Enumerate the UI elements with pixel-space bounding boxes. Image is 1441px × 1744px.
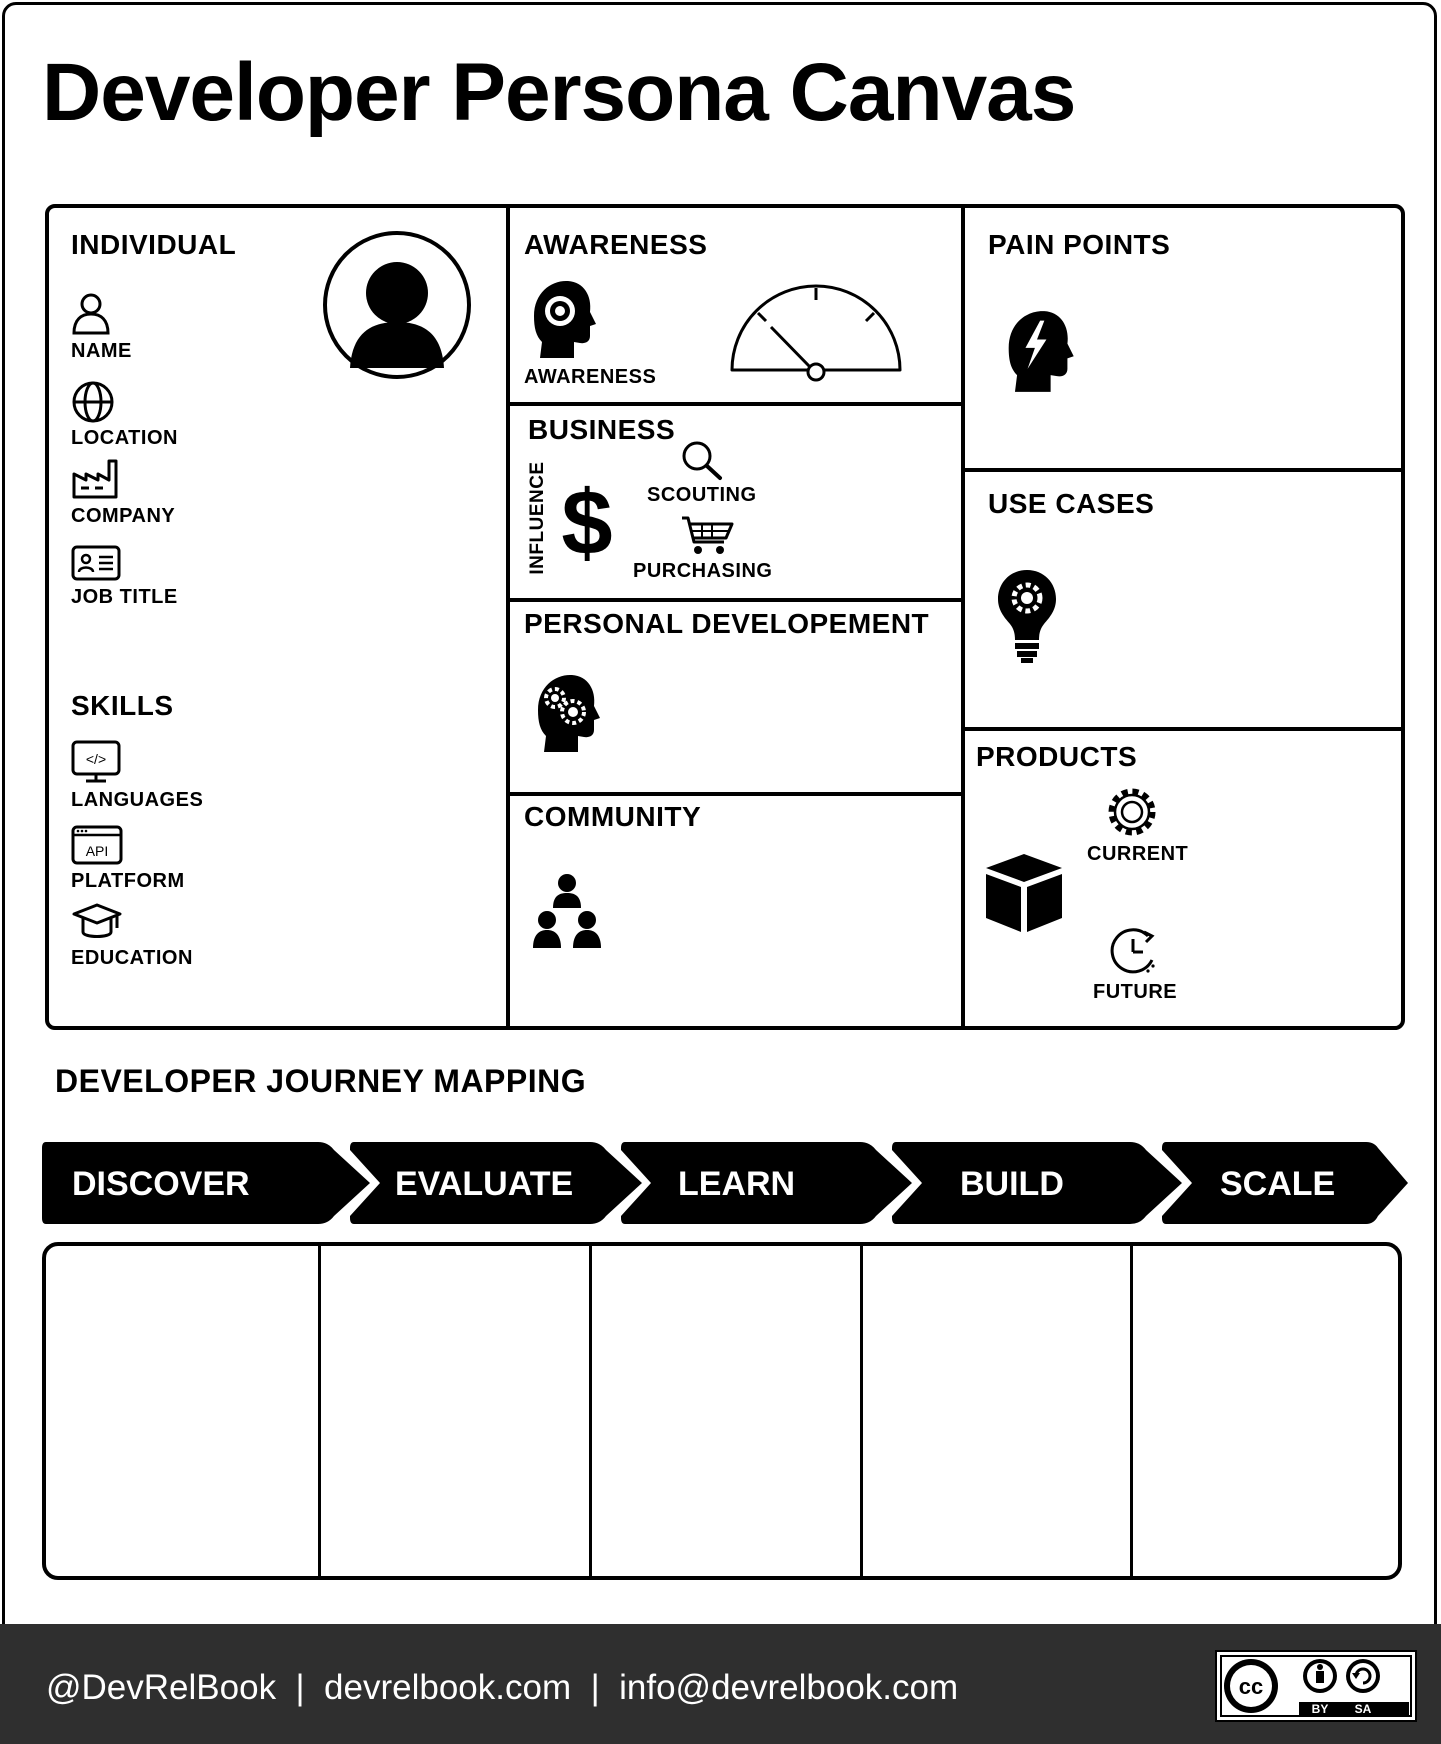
- svg-text:$: $: [561, 478, 613, 562]
- stage-label: SCALE: [1220, 1165, 1336, 1203]
- cart-icon: [680, 514, 736, 556]
- dollar-icon: [558, 478, 616, 562]
- individual-title: INDIVIDUAL: [71, 229, 237, 260]
- grid-divider: [961, 208, 965, 1026]
- stage-label: DISCOVER: [72, 1165, 250, 1203]
- grid-divider: [506, 208, 510, 1026]
- by-text: BY: [1311, 1702, 1329, 1716]
- journey-cell-evaluate[interactable]: [321, 1246, 589, 1576]
- languages-label: LANGUAGES: [71, 789, 204, 811]
- cc-text: cc: [1238, 1674, 1264, 1699]
- journey-grid: [42, 1242, 1402, 1580]
- business-title: BUSINESS: [528, 414, 676, 445]
- stage-evaluate: [350, 1142, 642, 1224]
- svg-text:</>: </>: [85, 751, 107, 767]
- api-window-icon: [71, 825, 123, 865]
- journey-cell-learn[interactable]: [592, 1246, 860, 1576]
- cc-license-graphic: [1217, 1652, 1415, 1720]
- name-label: NAME: [71, 340, 132, 362]
- page-title: Developer Persona Canvas: [42, 47, 1076, 138]
- graduation-cap-icon: [71, 902, 123, 942]
- use-cases-title: USE CASES: [988, 488, 1155, 519]
- stage-scale: [1162, 1142, 1408, 1224]
- grid-divider: [965, 468, 1405, 472]
- stage-learn: [621, 1142, 912, 1224]
- sa-text: SA: [1354, 1702, 1372, 1716]
- influence-label: INFLUENCE: [527, 461, 548, 575]
- cc-license-badge: [1215, 1650, 1417, 1722]
- gauge-icon: [728, 284, 904, 382]
- grid-divider: [965, 727, 1405, 731]
- journey-cell-scale[interactable]: [1133, 1246, 1398, 1576]
- company-label: COMPANY: [71, 505, 176, 527]
- location-label: LOCATION: [71, 427, 178, 449]
- magnifier-icon: [680, 439, 724, 481]
- grid-divider: [510, 402, 961, 406]
- head-gears-icon: [530, 672, 600, 754]
- stage-label: BUILD: [960, 1165, 1064, 1203]
- stage-discover: [42, 1142, 370, 1224]
- pain-points-title: PAIN POINTS: [988, 229, 1171, 260]
- globe-icon: [71, 380, 115, 424]
- code-monitor-icon: [71, 740, 121, 784]
- scouting-label: SCOUTING: [647, 484, 757, 506]
- current-label: CURRENT: [1087, 843, 1189, 865]
- clock-icon: [1108, 926, 1160, 976]
- head-target-icon: [526, 278, 596, 360]
- lightbulb-gear-icon: [996, 568, 1058, 664]
- skills-title: SKILLS: [71, 690, 174, 721]
- journey-stages-bar: [40, 1140, 1410, 1226]
- education-label: EDUCATION: [71, 947, 193, 969]
- personal-development-title: PERSONAL DEVELOPEMENT: [524, 608, 930, 639]
- factory-icon: [71, 458, 119, 500]
- awareness-sublabel: AWARENESS: [524, 366, 657, 388]
- box-icon: [984, 852, 1064, 934]
- awareness-title: AWARENESS: [524, 229, 708, 260]
- gear-icon: [1106, 786, 1158, 838]
- footer-credits: @DevRelBook | devrelbook.com | info@devrelbook.com: [46, 1668, 959, 1707]
- avatar-icon: [322, 230, 472, 380]
- stage-label: EVALUATE: [395, 1165, 574, 1203]
- journey-title: DEVELOPER JOURNEY MAPPING: [55, 1063, 587, 1099]
- person-outline-icon: [71, 292, 111, 336]
- purchasing-label: PURCHASING: [633, 560, 773, 582]
- id-card-icon: [71, 545, 121, 581]
- stage-label: LEARN: [678, 1165, 796, 1203]
- future-label: FUTURE: [1093, 981, 1178, 1003]
- journey-cell-build[interactable]: [863, 1246, 1130, 1576]
- head-lightning-icon: [1000, 308, 1074, 394]
- grid-divider: [510, 598, 961, 602]
- svg-text:API: API: [85, 843, 109, 859]
- community-title: COMMUNITY: [524, 801, 702, 832]
- products-title: PRODUCTS: [976, 741, 1138, 772]
- platform-label: PLATFORM: [71, 870, 185, 892]
- journey-cell-discover[interactable]: [46, 1246, 318, 1576]
- stage-build: [892, 1142, 1182, 1224]
- people-group-icon: [532, 872, 602, 952]
- grid-divider: [510, 792, 961, 796]
- job-title-label: JOB TITLE: [71, 586, 178, 608]
